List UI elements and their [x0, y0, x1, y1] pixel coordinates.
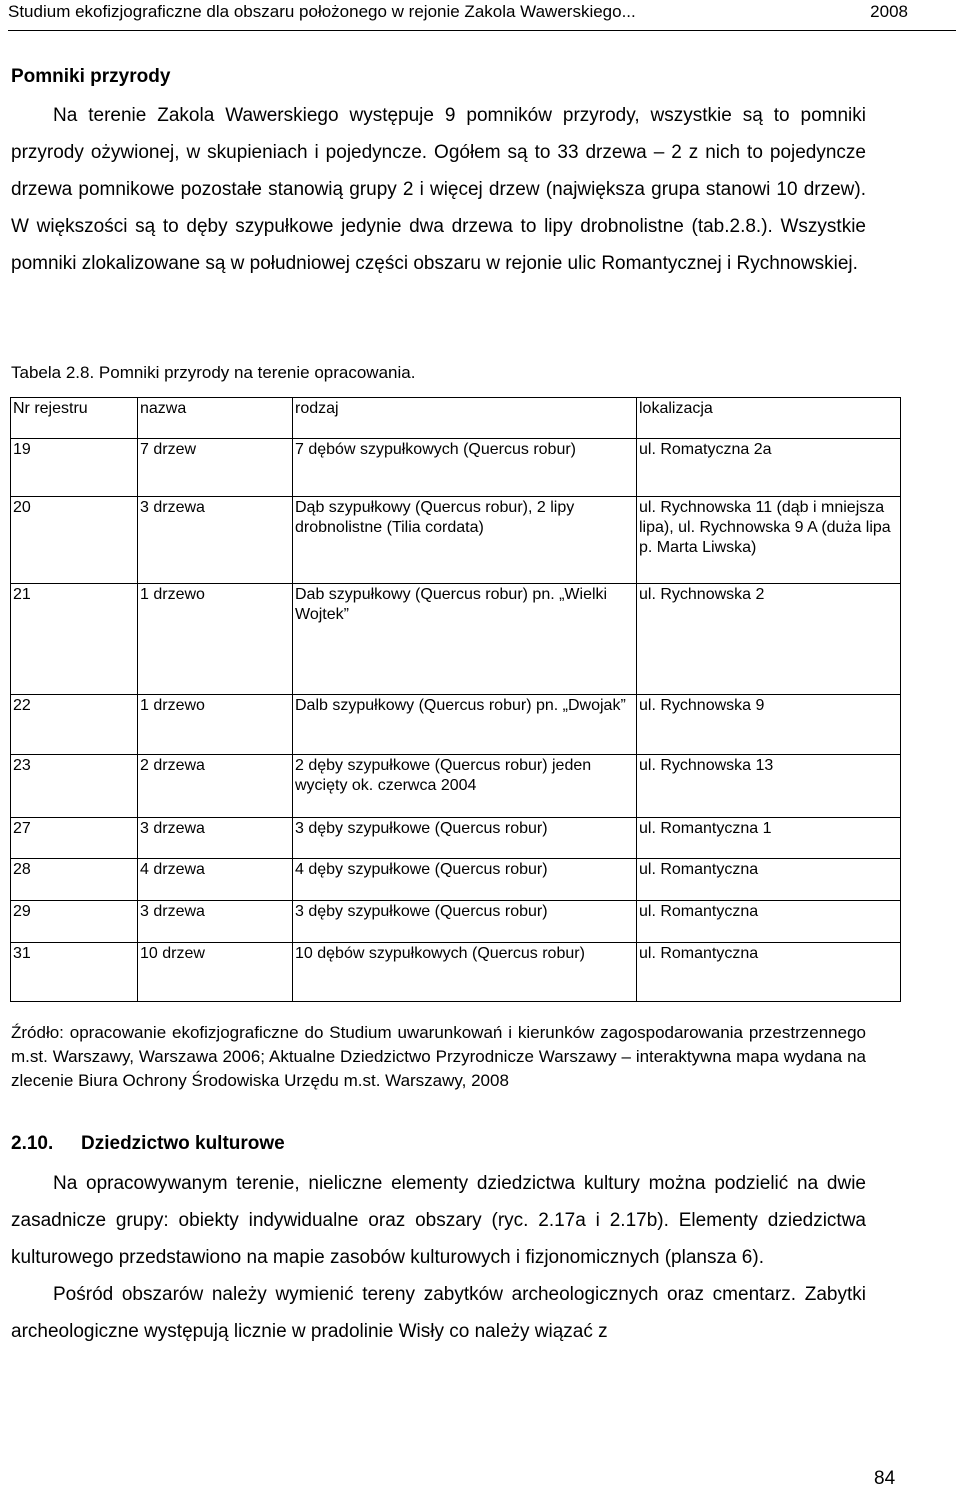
cell-nazwa: 2 drzewa: [138, 755, 293, 818]
cell-lokalizacja: ul. Rychnowska 9: [637, 695, 901, 755]
cell-nr: 22: [11, 695, 138, 755]
cell-rodzaj: 4 dęby szypułkowe (Quercus robur): [293, 859, 637, 901]
header-rodzaj: rodzaj: [293, 398, 637, 439]
cell-nr: 28: [11, 859, 138, 901]
cell-rodzaj: 10 dębów szypułkowych (Quercus robur): [293, 943, 637, 1002]
cell-nazwa: 3 drzewa: [138, 818, 293, 859]
table-row: [11, 901, 901, 943]
table-row: [11, 439, 901, 497]
page-number: 84: [874, 1468, 896, 1489]
table-row: [11, 497, 901, 584]
cell-lokalizacja: ul. Romantyczna: [637, 859, 901, 901]
cell-lokalizacja: ul. Romantyczna 1: [637, 818, 901, 859]
table-row: [11, 943, 901, 1002]
paragraph-pomniki: [11, 97, 866, 282]
cell-nazwa: 3 drzewa: [138, 901, 293, 943]
header-nr: Nr rejestru: [11, 398, 138, 439]
cell-nr: 23: [11, 755, 138, 818]
paragraph-kultura-1: Na opracowywanym terenie, nieliczne elementy dziedzictwa kultury można podzielić na dwie zasadnicze grupy: obiekty indywidualne oraz obszary (ryc. 2.17a i 2.17b). Elementy dziedzictwa kulturowego przedstawiono na mapie zasobów kulturowych i fizjonomicznych (plansza 6).: [11, 1173, 866, 1268]
header-lokalizacja: lokalizacja: [637, 398, 901, 439]
cell-lokalizacja: ul. Romantyczna: [637, 901, 901, 943]
paragraph-kultura: [11, 1165, 866, 1350]
cell-nazwa: 4 drzewa: [138, 859, 293, 901]
cell-rodzaj: 3 dęby szypułkowe (Quercus robur): [293, 818, 637, 859]
cell-rodzaj: Dąb szypułkowy (Quercus robur), 2 lipy drobnolistne (Tilia cordata): [293, 497, 637, 584]
cell-nazwa: 1 drzewo: [138, 584, 293, 695]
table-header-row: [11, 398, 901, 439]
section-heading-pomniki: Pomniki przyrody: [11, 66, 171, 87]
cell-lokalizacja: ul. Rychnowska 2: [637, 584, 901, 695]
cell-rodzaj: Dab szypułkowy (Quercus robur) pn. „Wielki Wojtek”: [293, 584, 637, 695]
cell-lokalizacja: ul. Romantyczna: [637, 943, 901, 1002]
cell-nazwa: 7 drzew: [138, 439, 293, 497]
cell-nazwa: 10 drzew: [138, 943, 293, 1002]
cell-rodzaj: 3 dęby szypułkowe (Quercus robur): [293, 901, 637, 943]
paragraph-kultura-2: Pośród obszarów należy wymienić tereny zabytków archeologicznych oraz cmentarz. Zabytki archeologiczne występują licznie w pradolinie Wisły co należy wiązać z: [11, 1284, 866, 1342]
page-header: [8, 0, 956, 31]
cell-nazwa: 3 drzewa: [138, 497, 293, 584]
table-row: [11, 755, 901, 818]
cell-rodzaj: Dalb szypułkowy (Quercus robur) pn. „Dwojak”: [293, 695, 637, 755]
table-source: Źródło: opracowanie ekofizjograficzne do Studium uwarunkowań i kierunków zagospodarowania przestrzennego m.st. Warszawy, Warszawa 2006; Aktualne Dziedzictwo Przyrodnicze Warszawy – interaktywna mapa wydana na zlecenie Biura Ochrony Środowiska Urzędu m.st. Warszawy, 2008: [11, 1023, 866, 1090]
cell-rodzaj: 7 dębów szypułkowych (Quercus robur): [293, 439, 637, 497]
section-heading-kultura: [11, 1133, 285, 1155]
cell-nazwa: 1 drzewo: [138, 695, 293, 755]
paragraph-pomniki-text: Na terenie Zakola Wawerskiego występuje 9 pomników przyrody, wszystkie są to pomniki przyrody ożywionej, w skupieniach i pojedyncze. Ogółem są to 33 drzewa – 2 z nich to pojedyncze drzewa pomnikowe pozostałe stanowią grupy 2 i więcej drzew (największa grupa stanowi 10 drzew). W większości są to dęby szypułkowe jedynie dwa drzewa to lipy drobnolistne (tab.2.8.). Wszystkie pomniki zlokalizowane są w południowej części obszaru w rejonie ulic Romantycznej i Rychnowskiej.: [11, 105, 866, 274]
monuments-table: [10, 397, 901, 1002]
cell-rodzaj: 2 dęby szypułkowe (Quercus robur) jeden wycięty ok. czerwca 2004: [293, 755, 637, 818]
table-row: [11, 695, 901, 755]
table-row: [11, 584, 901, 695]
section-title: Dziedzictwo kulturowe: [81, 1133, 285, 1154]
cell-lokalizacja: ul. Romatyczna 2a: [637, 439, 901, 497]
cell-nr: 21: [11, 584, 138, 695]
document-year: 2008: [870, 2, 908, 21]
section-number: 2.10.: [11, 1133, 54, 1154]
cell-nr: 20: [11, 497, 138, 584]
cell-nr: 29: [11, 901, 138, 943]
table-caption: Tabela 2.8. Pomniki przyrody na terenie opracowania.: [11, 363, 416, 382]
table-row: [11, 859, 901, 901]
cell-lokalizacja: ul. Rychnowska 13: [637, 755, 901, 818]
table-row: [11, 818, 901, 859]
document-title: Studium ekofizjograficzne dla obszaru położonego w rejonie Zakola Wawerskiego...: [8, 2, 636, 21]
cell-nr: 31: [11, 943, 138, 1002]
cell-nr: 19: [11, 439, 138, 497]
cell-lokalizacja: ul. Rychnowska 11 (dąb i mniejsza lipa), ul. Rychnowska 9 A (duża lipa p. Marta Liwska): [637, 497, 901, 584]
cell-nr: 27: [11, 818, 138, 859]
header-nazwa: nazwa: [138, 398, 293, 439]
